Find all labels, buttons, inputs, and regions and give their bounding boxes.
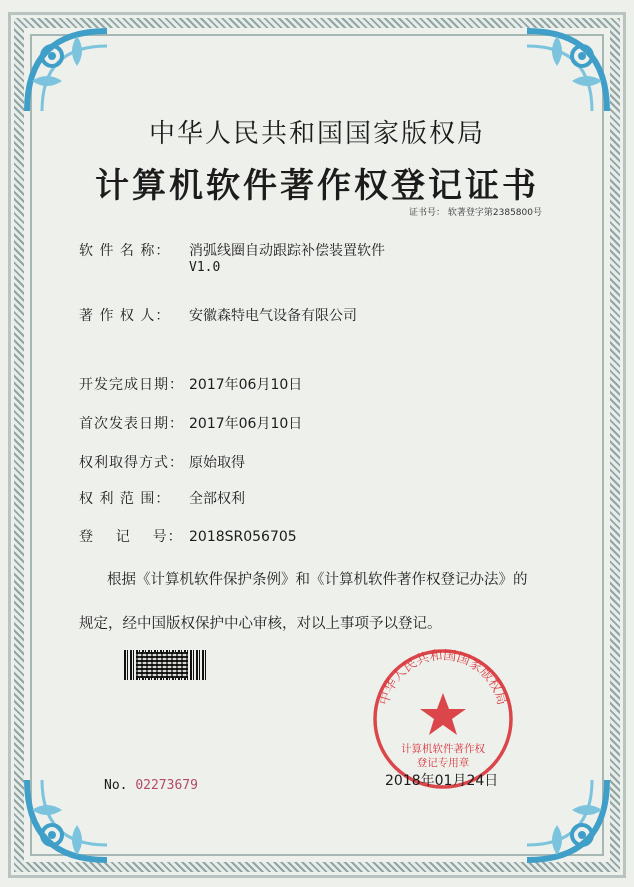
- certificate-number: [409, 205, 542, 218]
- issuing-authority: 中华人民共和国国家版权局: [148, 119, 485, 149]
- certificate-title: 计算机软件著作权登记证书: [95, 166, 539, 206]
- body-line-1: 根据《计算机软件保护条例》和《计算机软件著作权登记办法》的: [107, 572, 528, 588]
- rights-scope-value: 全部权利: [189, 491, 245, 507]
- certificate-number-value: 软著登字第2385800号: [447, 208, 542, 218]
- qr-code: [136, 652, 188, 678]
- software-name-label: 软 件 名 称：: [79, 243, 171, 259]
- completed-date-label: 开发完成日期：: [79, 377, 184, 393]
- corner-ornament-icon: [22, 775, 112, 865]
- corner-ornament-icon: [522, 26, 612, 116]
- issue-date: 2018年01月24日: [385, 773, 499, 789]
- published-date-value: 2017年06月10日: [189, 416, 303, 432]
- serial-number: [104, 778, 198, 793]
- published-date-label: 首次发表日期：: [79, 416, 184, 432]
- corner-ornament-icon: [522, 775, 612, 865]
- owner-row: [79, 305, 357, 325]
- seal-line-1: 计算机软件著作权: [401, 743, 485, 755]
- completed-date-row: [79, 374, 302, 394]
- barcode: [124, 650, 206, 680]
- software-version: V1.0: [189, 260, 221, 275]
- completed-date-value: 2017年06月10日: [189, 377, 303, 393]
- registration-row: [79, 526, 297, 546]
- published-date-row: [79, 413, 302, 433]
- corner-ornament-icon: [22, 26, 112, 116]
- seal-ring-text: 中华人民共和国国家版权局: [376, 648, 510, 707]
- owner-value: 安徽森特电气设备有限公司: [189, 308, 357, 324]
- serial-value: 02273679: [135, 778, 198, 793]
- rights-scope-row: [79, 488, 245, 508]
- registration-label: 登 记 号：: [79, 529, 183, 545]
- registration-number: 2018SR056705: [189, 529, 297, 545]
- certificate-number-label: 证书号：: [409, 208, 446, 218]
- software-name-value: 消弧线圈自动跟踪补偿装置软件: [189, 243, 385, 259]
- owner-label: 著 作 权 人：: [79, 308, 171, 324]
- seal-line-2: 登记专用章: [416, 757, 470, 769]
- acquire-method-row: [79, 452, 245, 472]
- rights-scope-label: 权 利 范 围：: [79, 491, 171, 507]
- body-line-2: 规定，经中国版权保护中心审核，对以上事项予以登记。: [79, 616, 442, 632]
- acquire-method-label: 权利取得方式：: [79, 455, 184, 471]
- software-name-row: [79, 240, 385, 260]
- acquire-method-value: 原始取得: [189, 455, 245, 471]
- serial-label: No.: [104, 778, 128, 793]
